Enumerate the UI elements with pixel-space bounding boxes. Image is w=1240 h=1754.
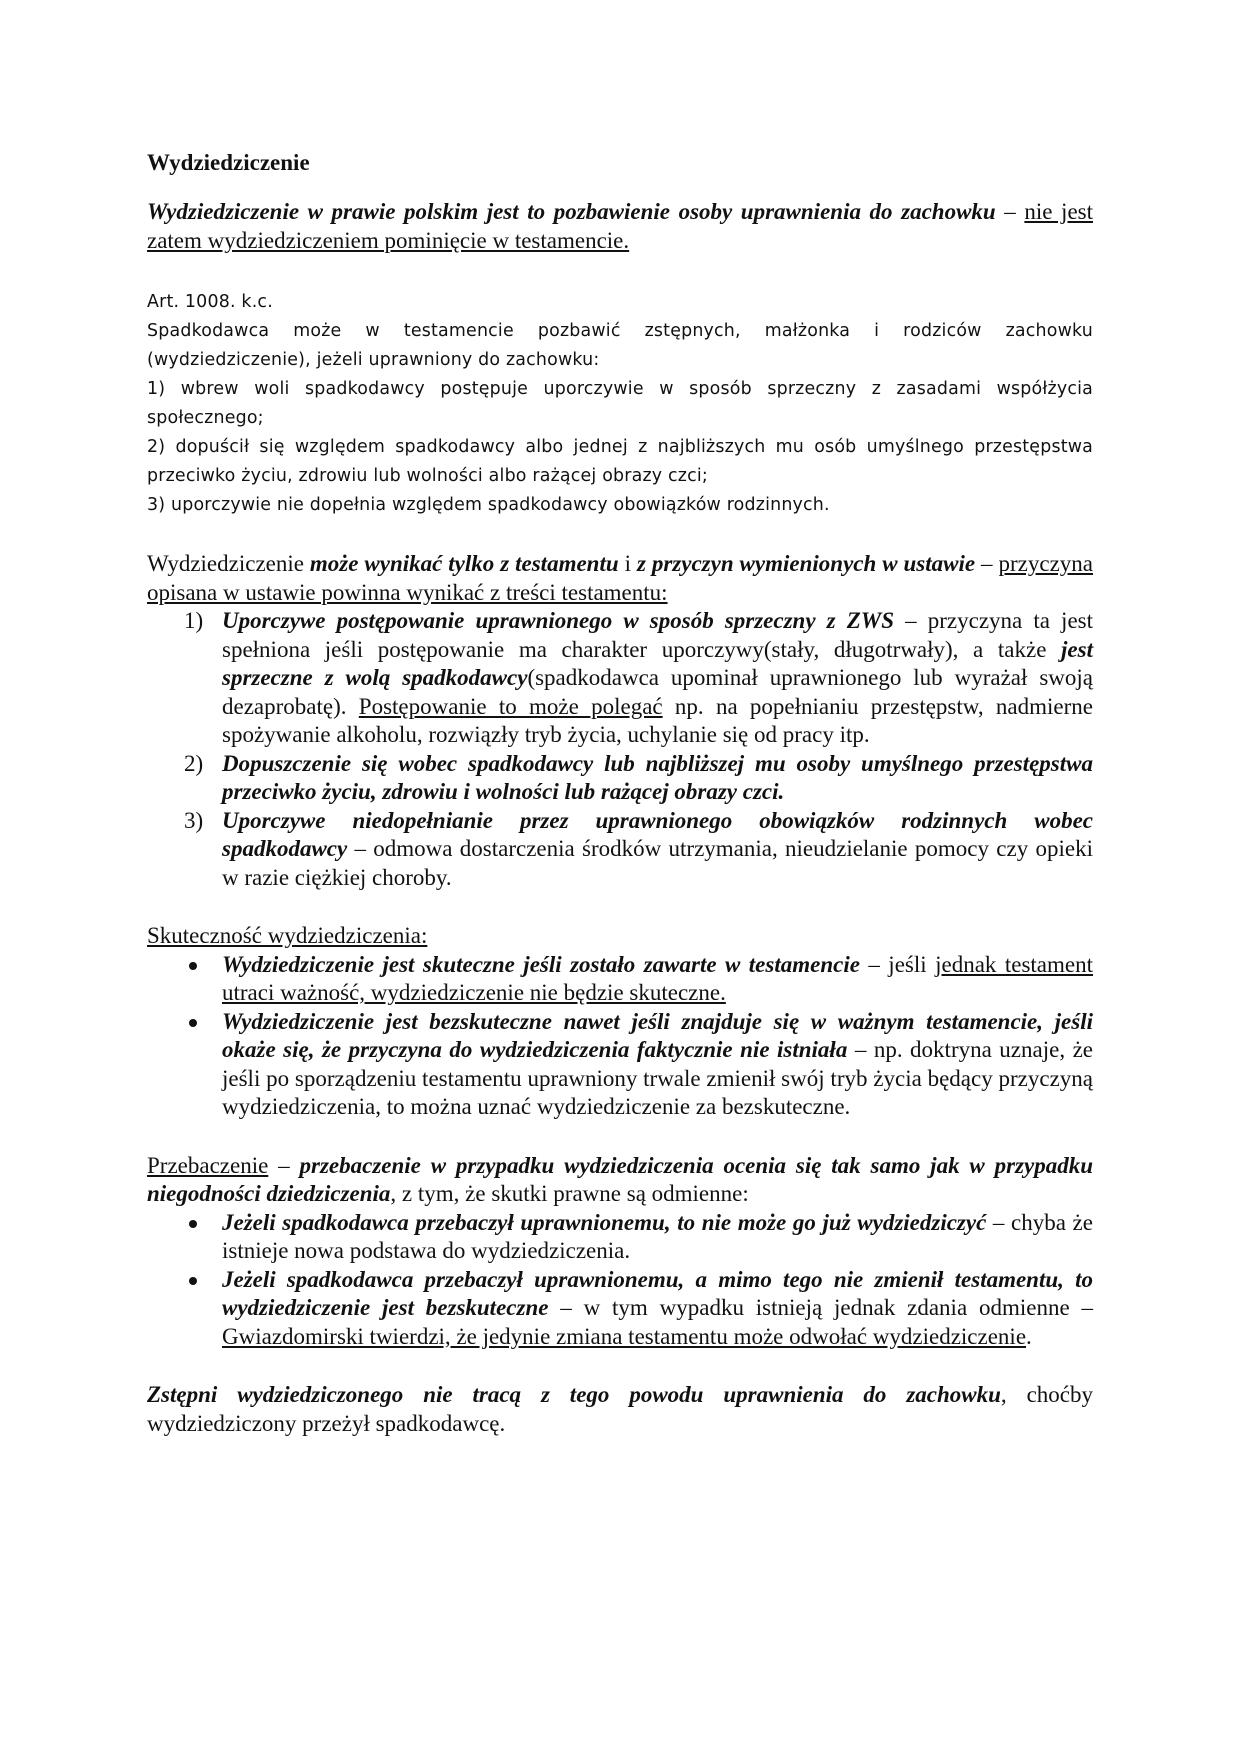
bullet-icon xyxy=(189,1220,197,1228)
causes-section xyxy=(147,550,1093,892)
cause-1-text: – przyczyna ta jest spełniona jeśli postępowanie ma charakter uporczywy(stały, długotrwały), a także xyxy=(222,608,1093,662)
list-item xyxy=(147,1008,1093,1122)
closing-bold: Zstępni wydziedziczonego nie tracą z tego powodu uprawnienia do zachowku xyxy=(147,1382,1001,1407)
article-heading: Art. 1008. k.c. xyxy=(147,292,273,312)
article-point-1: 1) wbrew woli spadkodawcy postępuje uporczywie w sposób sprzeczny z zasadami współżycia społecznego; xyxy=(147,379,1093,428)
cause-1-bold: Uporczywe postępowanie uprawnionego w sposób sprzeczny z ZWS xyxy=(222,608,895,633)
cause-1-text-2: (spadkodawca upominał uprawnionego lub wyrażał swoją dezaprobatę). xyxy=(222,665,1093,719)
forgiveness-list xyxy=(147,1209,1093,1352)
forgiveness-heading: Przebaczenie xyxy=(147,1152,269,1178)
effectiveness-1-underlined: jednak testament utraci ważność, wydziedziczenie nie będzie skuteczne. xyxy=(222,951,1093,1005)
article-lead: Spadkodawca może w testamencie pozbawić zstępnych, małżonka i rodziców zachowku (wydziedziczenie), jeżeli uprawniony do zachowku: xyxy=(147,321,1093,370)
causes-bold-1: może wynikać tylko z testamentu xyxy=(309,551,619,576)
forgiveness-intro xyxy=(147,1152,1093,1209)
closing-paragraph xyxy=(147,1381,1093,1438)
effectiveness-2-text: – np. doktryna uznaje, że jeśli po sporządzeniu testamentu uprawniony trwale zmienił swój tryb życia będący przyczyną wydziedziczenia, to można uznać wydziedziczenie za bezskuteczne. xyxy=(222,1037,1093,1119)
article-point-2: 2) dopuścił się względem spadkodawcy albo jednej z najbliższych mu osób umyślnego przestępstwa przeciwko życiu, zdrowiu lub wolności albo rażącej obrazy czci; xyxy=(147,437,1093,486)
cause-3-bold: Uporczywe niedopełnianie przez uprawnionego obowiązków rodzinnych wobec spadkodawcy xyxy=(222,807,1093,861)
intro-dash: – xyxy=(995,199,1025,224)
effectiveness-1-text: – jeśli xyxy=(859,951,936,977)
closing-text: , choćby wydziedziczony przeżył spadkodawcę. xyxy=(147,1382,1093,1436)
list-marker: 1) xyxy=(184,608,204,633)
causes-intro xyxy=(147,550,1093,607)
effectiveness-list xyxy=(147,951,1093,1122)
intro-paragraph xyxy=(147,198,1093,255)
list-item xyxy=(147,607,1093,750)
causes-text-1: Wydziedziczenie xyxy=(147,551,310,576)
bullet-icon xyxy=(189,962,197,970)
causes-underlined: przyczyna opisana w ustawie powinna wynikać z treści testamentu: xyxy=(147,551,1093,605)
list-marker: 3) xyxy=(184,807,204,833)
forgiveness-2-bold: Jeżeli spadkodawca przebaczył uprawnionemu, a mimo tego nie zmienił testamentu, to wydziedziczenie jest bezskuteczne xyxy=(222,1266,1093,1320)
causes-text-3: – xyxy=(975,551,999,576)
causes-bold-2: z przyczyn wymienionych w ustawie xyxy=(636,551,976,576)
effectiveness-heading: Skuteczność wydziedziczenia: xyxy=(147,923,428,948)
forgiveness-dash: – xyxy=(268,1152,300,1178)
forgiveness-section xyxy=(147,1152,1093,1352)
forgiveness-2-text: – w tym wypadku istnieją jednak zdania odmienne – xyxy=(548,1295,1093,1320)
forgiveness-1-text: – chyba że istnieje nowa podstawa do wydziedziczenia. xyxy=(222,1209,1093,1263)
causes-list xyxy=(147,607,1093,892)
list-item xyxy=(147,807,1093,893)
article-point-3: 3) uporczywie nie dopełnia względem spadkodawcy obowiązków rodzinnych. xyxy=(147,495,830,515)
cause-3-text: – odmowa dostarczenia środków utrzymania, nieudzielanie pomocy czy opieki w razie ciężkiej choroby. xyxy=(222,836,1093,890)
cause-1-bold-2: jest sprzeczne z wolą spadkodawcy xyxy=(222,636,1093,690)
list-item xyxy=(147,1209,1093,1266)
list-item xyxy=(147,750,1093,807)
forgiveness-bold: przebaczenie w przypadku wydziedziczenia ocenia się tak samo jak w przypadku niegodności dziedziczenia xyxy=(147,1152,1093,1206)
page-title: Wydziedziczenie xyxy=(147,150,310,175)
list-item xyxy=(147,1266,1093,1352)
list-item xyxy=(147,951,1093,1008)
intro-underlined-text: nie jest zatem wydziedziczeniem pominięcie w testamencie. xyxy=(147,199,1093,253)
effectiveness-1-bold: Wydziedziczenie jest skuteczne jeśli zostało zawarte w testamencie xyxy=(222,951,860,977)
forgiveness-2-underlined: Gwiazdomirski twierdzi, że jedynie zmiana testamentu może odwołać wydziedziczenie xyxy=(222,1323,1027,1349)
bullet-icon xyxy=(189,1277,197,1285)
bullet-icon xyxy=(189,1019,197,1027)
intro-bold-text: Wydziedziczenie w prawie polskim jest to pozbawienie osoby uprawnienia do zachowku xyxy=(147,199,996,224)
forgiveness-text: , z tym, że skutki prawne są odmienne: xyxy=(390,1181,749,1206)
article-1008-block xyxy=(147,288,1093,520)
causes-text-2: i xyxy=(618,551,637,576)
forgiveness-2-end: . xyxy=(1026,1323,1032,1349)
document-page xyxy=(147,143,1093,1438)
list-marker: 2) xyxy=(184,750,204,776)
effectiveness-2-bold: Wydziedziczenie jest bezskuteczne nawet jeśli znajduje się w ważnym testamencie, jeśli okaże się, że przyczyna do wydziedziczenia faktycznie nie istniała xyxy=(222,1008,1093,1062)
effectiveness-section xyxy=(147,922,1093,1122)
cause-2-bold: Dopuszczenie się wobec spadkodawcy lub najbliższej mu osoby umyślnego przestępstwa przeciwko życiu, zdrowiu i wolności lub rażącej obrazy czci. xyxy=(222,750,1093,804)
forgiveness-1-bold: Jeżeli spadkodawca przebaczył uprawnionemu, to nie może go już wydziedziczyć xyxy=(222,1209,987,1235)
cause-1-text-3: np. na popełnianiu przestępstw, nadmierne spożywanie alkoholu, rozwiązły tryb życia, uchylanie się od pracy itp. xyxy=(222,693,1093,747)
cause-1-underlined: Postępowanie to może polegać xyxy=(358,693,663,719)
